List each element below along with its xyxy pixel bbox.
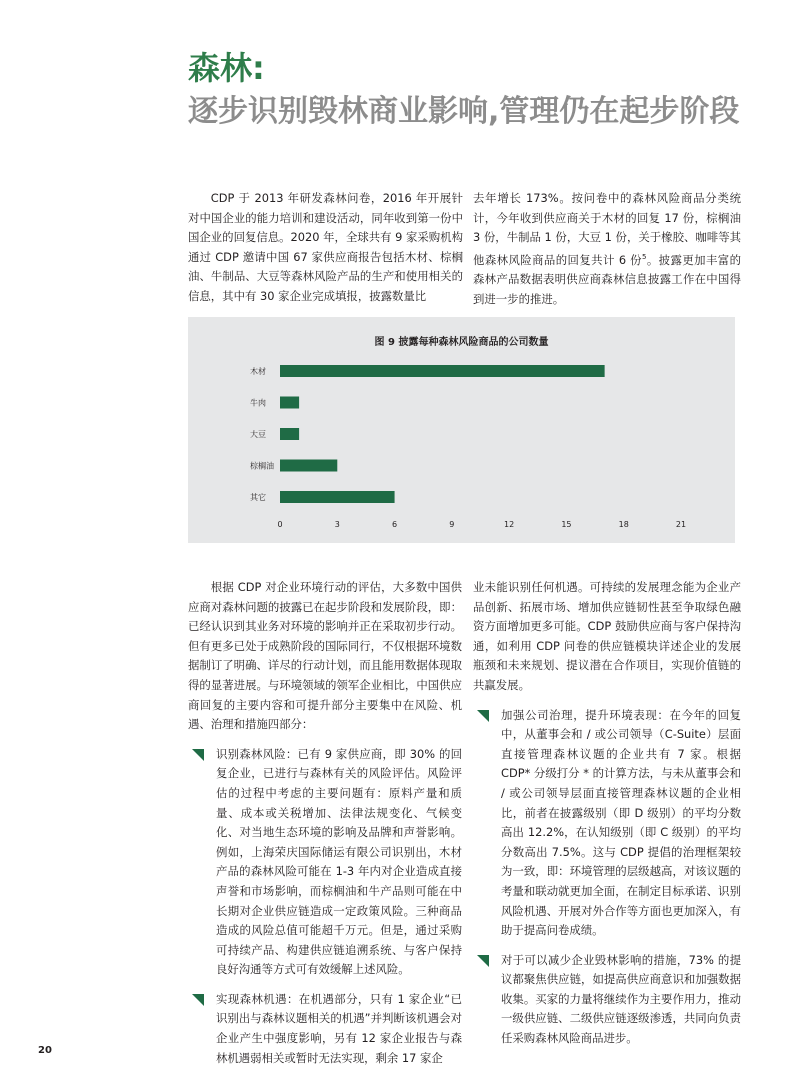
x-tick-label: 3	[334, 520, 340, 529]
section-title: 森林:	[188, 49, 265, 87]
intro-p2-text-a: 去年增长 173%。按问卷中的森林风险商品分类统计，今年收到供应商关于木材的回复 17 份，棕榈油 3 份，牛制品 1 份，大豆 1 份，关于橡胶、咖啡等其他森林风险商品的回复共计 6 份	[473, 191, 741, 267]
bullet-triangle-icon	[477, 710, 489, 722]
left-column	[188, 578, 462, 1068]
x-tick-label: 15	[561, 520, 572, 529]
bar-牛肉	[280, 397, 299, 409]
bullet-measures-text: 对于可以减少企业毁林影响的措施，73% 的提议都聚焦供应链，如提高供应商意识和加强数据收集。买家的力量将继续作为主要作用力，推动一级供应链、二级供应链逐级渗透，共同向负责任采购森林风险商品进步。	[501, 952, 741, 1046]
x-tick-label: 0	[277, 520, 283, 529]
bullet-risk-text: 识别森林风险：已有 9 家供应商，即 30% 的回复企业，已进行与森林有关的风险评估。风险评估的过程中考虑的主要问题有：原料产量和质量、成本或关税增加、法律法规变化、气候变化、对当地生态环境的影响及品牌和声誉影响。例如，上海荣庆国际储运有限公司识别出，木材产品的森林风险可能在 1-3 年内对企业造成直接声誉和市场影响，而棕榈油和牛产品则可能在中长期对企业供应链造成一定政策风险。三种商品造成的风险总值可能超千万元。但是，通过采购可持续产品、构建供应链追溯系统、与客户保持良好沟通等方式可有效缓解上述风险。	[216, 746, 462, 977]
category-label: 棕榈油	[250, 461, 274, 471]
category-label: 牛肉	[250, 398, 266, 408]
bar-chart	[188, 317, 735, 543]
bar-木材	[280, 365, 605, 377]
x-tick-label: 9	[449, 520, 455, 529]
bar-棕榈油	[280, 460, 337, 472]
body-intro-paragraph: 根据 CDP 对企业环境行动的评估，大多数中国供应商对森林问题的披露已在起步阶段和发展阶段，即：已经认识到其业务对环境的影响并正在采取初步行动。但有更多已处于成熟阶段的国际同行，不仅根据环境数据制订了明确、详尽的行动计划，而且能用数据体现取得的显著进展。与环境领域的领军企业相比，中国供应商回复的主要内容和可提升部分主要集中在风险、机遇、治理和措施四部分：	[188, 580, 462, 732]
bullet-triangle-icon	[192, 749, 204, 761]
bullet-item-measures	[473, 951, 741, 1049]
bullet-opportunity-continued: 业未能识别任何机遇。可持续的发展理念能为企业产品创新、拓展市场、增加供应链韧性甚至争取绿色融资方面增加更多可能。CDP 鼓励供应商与客户保持沟通，如利用 CDP 问卷的供应链模块详述企业的发展瓶颈和未来规划、提议潜在合作项目，实现价值链的共赢发展。	[473, 580, 741, 692]
x-tick-label: 21	[675, 520, 687, 529]
bar-大豆	[280, 428, 299, 440]
bullet-governance-text: 加强公司治理，提升环境表现：在今年的回复中，从董事会和 / 或公司领导（C-Suite）层面直接管理森林议题的企业共有 7 家。根据 CDP* 分级打分 * 的计算方法，与未从董事会和 / 或公司领导层面直接管理森林议题的企业相比，前者在披露级别（即 D 级别）的平均分数高出 12.2%，在认知级别（即 C 级别）的平均分数高出 7.5%。这与 CDP 提倡的治理框架较为一致，即：环境管理的层级越高，对该议题的考量和联动就更加全面，在制定目标承诺、识别风险机遇、开展对外合作等方面也更加深入，有助于提高问卷成绩。	[501, 707, 741, 938]
intro-paragraph-2	[473, 189, 741, 309]
bar-其它	[280, 491, 395, 503]
bullet-item-opportunity	[188, 990, 462, 1068]
category-label: 其它	[250, 493, 266, 502]
x-tick-label: 12	[504, 520, 515, 529]
category-label: 大豆	[250, 430, 266, 439]
intro-p2-text-b: 。披露更加丰富的森林产品数据表明供应商森林信息披露工作在中国得到进一步的推进。	[473, 252, 741, 306]
category-label: 木材	[250, 367, 266, 376]
bullet-triangle-icon	[477, 955, 489, 967]
right-column	[473, 578, 741, 1049]
page-number: 20	[38, 1045, 52, 1056]
intro-paragraph-1: CDP 于 2013 年研发森林问卷，2016 年开展针对中国企业的能力培训和建设活动，同年收到第一份中国企业的回复信息。2020 年，全球共有 9 家采购机构通过 CDP 邀请中国 67 家供应商报告包括木材、棕榈油、牛制品、大豆等森林风险产品的生产和使用相关的信息，其中有 30 家企业完成填报，披露数量比	[188, 191, 463, 303]
chart-title: 图 9 披露每种森林风险商品的公司数量	[374, 337, 549, 348]
section-subtitle: 逐步识别毁林商业影响,管理仍在起步阶段	[188, 94, 740, 129]
chart-svg	[188, 317, 735, 543]
footnote-ref: 5	[641, 252, 647, 261]
x-tick-label: 18	[618, 520, 629, 529]
bullet-triangle-icon	[192, 994, 204, 1006]
bullet-item-risk	[188, 745, 462, 980]
x-tick-label: 6	[392, 520, 398, 529]
bullet-item-governance	[473, 706, 741, 941]
bullet-opportunity-text: 实现森林机遇：在机遇部分，只有 1 家企业“已识别出与森林议题相关的机遇”并判断该机遇会对企业产生中强度影响，另有 12 家企业报告与森林机遇弱相关或暂时无法实现，剩余 17 家企	[216, 991, 462, 1065]
